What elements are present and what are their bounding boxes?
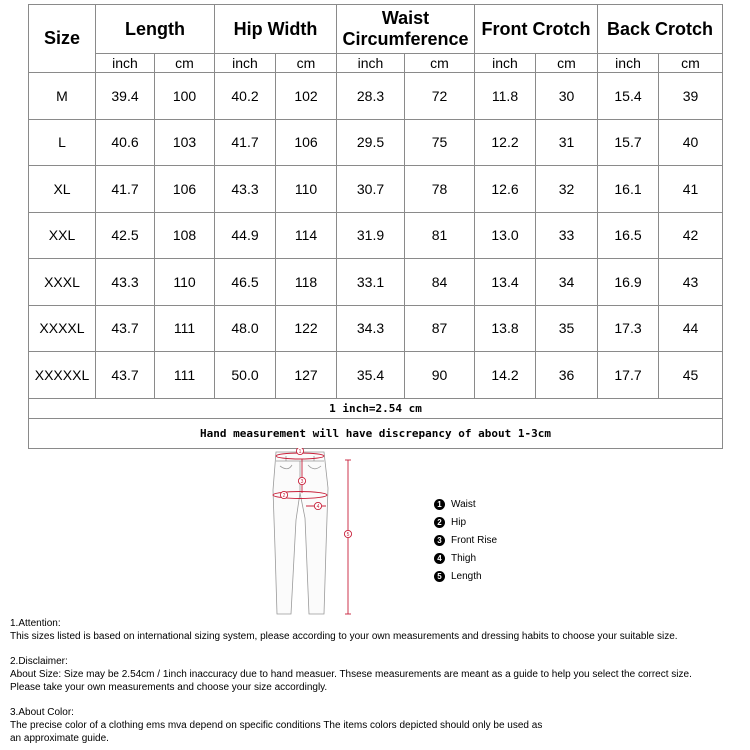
measurement-cell: 41.7 <box>215 119 276 166</box>
measurement-cell: 108 <box>155 212 215 259</box>
pants-measurement-diagram <box>266 448 366 620</box>
measurement-cell: 28.3 <box>337 73 405 120</box>
measurement-cell: 33.1 <box>337 259 405 306</box>
measurement-cell: 16.9 <box>598 259 659 306</box>
measurement-cell: 31 <box>536 119 598 166</box>
marker-number: 2 <box>282 492 286 499</box>
measurement-cell: 29.5 <box>337 119 405 166</box>
legend-label: Length <box>451 570 482 582</box>
measurement-cell: 15.4 <box>598 73 659 120</box>
discrepancy-note: Hand measurement will have discrepancy of about 1-3cm <box>29 418 723 448</box>
legend-item-hip <box>434 513 497 531</box>
measurement-cell: 50.0 <box>215 352 276 399</box>
table-row <box>29 305 723 352</box>
number-4-icon: 4 <box>434 553 445 564</box>
measurement-cell: 16.1 <box>598 166 659 213</box>
disclaimer-line-2: Please take your own measurements and choose your size accordingly. <box>10 682 328 693</box>
measurement-cell: 11.8 <box>475 73 536 120</box>
measurement-cell: 34 <box>536 259 598 306</box>
measurement-cell: 44.9 <box>215 212 276 259</box>
size-label-cell: XXXXXL <box>29 352 96 399</box>
legend-label: Front Rise <box>451 534 498 546</box>
number-1-icon: 1 <box>434 499 445 510</box>
marker-number: 1 <box>298 448 302 455</box>
marker-5-icon <box>344 530 351 537</box>
measurement-cell: 41 <box>659 166 723 213</box>
measurement-cell: 72 <box>405 73 475 120</box>
measurement-cell: 78 <box>405 166 475 213</box>
measurement-cell: 102 <box>276 73 337 120</box>
table-row <box>29 352 723 399</box>
measurement-cell: 43.7 <box>96 305 155 352</box>
header-waist-circumference: Waist Circumference <box>337 5 475 54</box>
measurement-cell: 111 <box>155 352 215 399</box>
measurement-cell: 39 <box>659 73 723 120</box>
measurement-cell: 31.9 <box>337 212 405 259</box>
size-rows <box>29 73 723 399</box>
color-line-2: an approximate guide. <box>10 733 109 744</box>
header-front-crotch: Front Crotch <box>475 5 598 54</box>
measurement-cell: 13.4 <box>475 259 536 306</box>
unit-inch: inch <box>598 54 659 73</box>
measurement-cell: 12.6 <box>475 166 536 213</box>
measurement-cell: 34.3 <box>337 305 405 352</box>
measurement-cell: 15.7 <box>598 119 659 166</box>
measurement-cell: 17.3 <box>598 305 659 352</box>
measurement-cell: 35 <box>536 305 598 352</box>
number-2-icon: 2 <box>434 517 445 528</box>
table-row <box>29 166 723 213</box>
measurement-legend <box>434 495 497 585</box>
measurement-cell: 87 <box>405 305 475 352</box>
marker-2-icon <box>280 491 287 498</box>
notes-section <box>10 617 745 745</box>
measurement-cell: 30 <box>536 73 598 120</box>
measurement-cell: 106 <box>276 119 337 166</box>
marker-number: 3 <box>300 478 304 485</box>
measurement-cell: 43 <box>659 259 723 306</box>
measurement-cell: 122 <box>276 305 337 352</box>
unit-inch: inch <box>96 54 155 73</box>
measurement-cell: 43.3 <box>215 166 276 213</box>
legend-item-thigh <box>434 549 497 567</box>
measurement-cell: 111 <box>155 305 215 352</box>
measurement-cell: 90 <box>405 352 475 399</box>
measurement-cell: 106 <box>155 166 215 213</box>
header-back-crotch: Back Crotch <box>598 5 723 54</box>
measurement-cell: 40.6 <box>96 119 155 166</box>
measurement-cell: 46.5 <box>215 259 276 306</box>
color-line-1: The precise color of a clothing ems mva depend on specific conditions The items colors depicted should only be used as <box>10 720 543 731</box>
measurement-cell: 75 <box>405 119 475 166</box>
disclaimer-title: 2.Disclaimer: <box>10 656 68 667</box>
size-chart-table <box>28 4 723 449</box>
color-title: 3.About Color: <box>10 707 74 718</box>
unit-cm: cm <box>659 54 723 73</box>
disclaimer-line-1: About Size: Size may be 2.54cm / 1inch inaccuracy due to hand measuer. Thsese measurements are meant as a guide to help you select the correct size. <box>10 669 692 680</box>
attention-text: This sizes listed is based on international sizing system, please according to your own measurements and dressing habits to choose your suitable size. <box>10 631 678 642</box>
size-label-cell: XXL <box>29 212 96 259</box>
measurement-cell: 14.2 <box>475 352 536 399</box>
measurement-cell: 103 <box>155 119 215 166</box>
measurement-cell: 39.4 <box>96 73 155 120</box>
header-size: Size <box>29 5 96 73</box>
unit-inch: inch <box>215 54 276 73</box>
measurement-cell: 118 <box>276 259 337 306</box>
unit-cm: cm <box>536 54 598 73</box>
measurement-cell: 13.0 <box>475 212 536 259</box>
marker-4-icon <box>314 502 321 509</box>
measurement-cell: 32 <box>536 166 598 213</box>
size-label-cell: XXXL <box>29 259 96 306</box>
measurement-cell: 100 <box>155 73 215 120</box>
measurement-cell: 43.3 <box>96 259 155 306</box>
measurement-cell: 36 <box>536 352 598 399</box>
table-row <box>29 73 723 120</box>
legend-label: Thigh <box>451 552 477 564</box>
measurement-cell: 12.2 <box>475 119 536 166</box>
marker-3-icon <box>298 477 305 484</box>
legend-label: Hip <box>451 516 467 528</box>
size-label-cell: M <box>29 73 96 120</box>
measurement-cell: 81 <box>405 212 475 259</box>
unit-inch: inch <box>337 54 405 73</box>
measurement-cell: 17.7 <box>598 352 659 399</box>
unit-inch: inch <box>475 54 536 73</box>
table-row <box>29 119 723 166</box>
measurement-cell: 110 <box>155 259 215 306</box>
measurement-cell: 42 <box>659 212 723 259</box>
unit-cm: cm <box>155 54 215 73</box>
measurement-cell: 127 <box>276 352 337 399</box>
measurement-cell: 48.0 <box>215 305 276 352</box>
marker-1-icon <box>296 448 303 455</box>
measurement-cell: 35.4 <box>337 352 405 399</box>
size-label-cell: L <box>29 119 96 166</box>
unit-cm: cm <box>276 54 337 73</box>
table-row <box>29 212 723 259</box>
header-length: Length <box>96 5 215 54</box>
attention-title: 1.Attention: <box>10 618 61 629</box>
measurement-cell: 44 <box>659 305 723 352</box>
size-label-cell: XXXXL <box>29 305 96 352</box>
marker-number: 5 <box>346 531 350 538</box>
header-hip-width: Hip Width <box>215 5 337 54</box>
measurement-cell: 45 <box>659 352 723 399</box>
measurement-cell: 40 <box>659 119 723 166</box>
legend-item-front-rise <box>434 531 497 549</box>
marker-number: 4 <box>316 503 320 510</box>
measurement-cell: 114 <box>276 212 337 259</box>
table-row <box>29 259 723 306</box>
measurement-cell: 43.7 <box>96 352 155 399</box>
legend-label: Waist <box>451 498 476 510</box>
measurement-cell: 16.5 <box>598 212 659 259</box>
measurement-cell: 33 <box>536 212 598 259</box>
legend-item-length <box>434 567 497 585</box>
number-5-icon: 5 <box>434 571 445 582</box>
size-label-cell: XL <box>29 166 96 213</box>
unit-cm: cm <box>405 54 475 73</box>
measurement-cell: 42.5 <box>96 212 155 259</box>
measurement-cell: 40.2 <box>215 73 276 120</box>
conversion-note: 1 inch=2.54 cm <box>29 398 723 418</box>
measurement-cell: 13.8 <box>475 305 536 352</box>
measurement-cell: 84 <box>405 259 475 306</box>
measurement-cell: 30.7 <box>337 166 405 213</box>
measurement-cell: 41.7 <box>96 166 155 213</box>
legend-item-waist <box>434 495 497 513</box>
number-3-icon: 3 <box>434 535 445 546</box>
measurement-cell: 110 <box>276 166 337 213</box>
